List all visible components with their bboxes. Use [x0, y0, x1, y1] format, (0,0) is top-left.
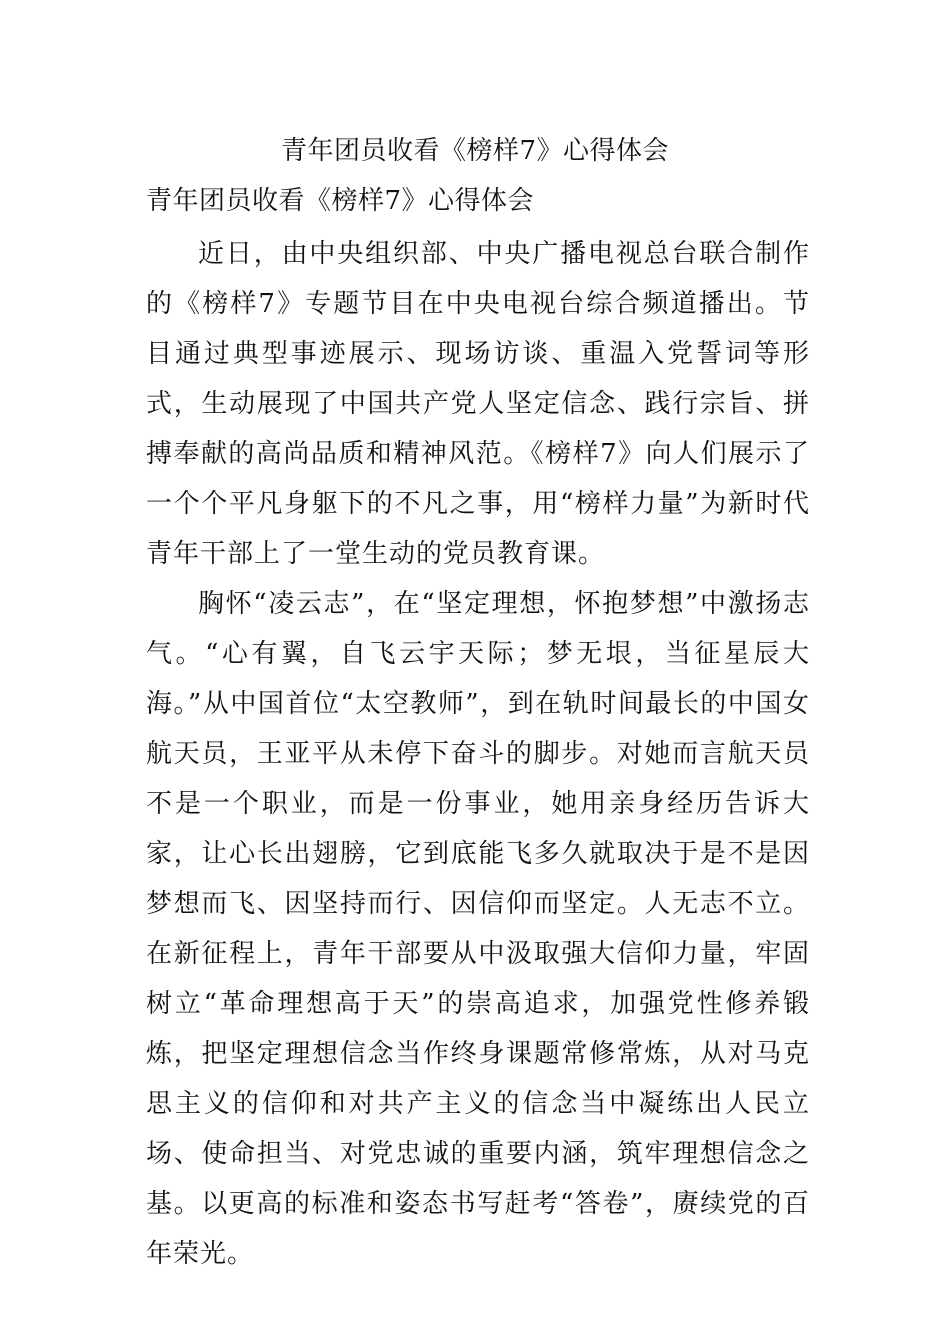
document-subtitle: 青年团员收看《榜样7》心得体会: [146, 186, 535, 216]
paragraph-1: 近日，由中央组织部、中央广播电视总台联合制作的《榜样7》专题节目在中央电视台综合频道播出。节目通过典型事迹展示、现场访谈、重温入党誓词等形式，生动展现了中国共产党人坚定信念、践行宗旨、拼搏奉献的高尚品质和精神风范。《榜样7》向人们展示了一个个平凡身躯下的不凡之事，用“榜样力量”为新时代青年干部上了一堂生动的党员教育课。: [146, 239, 810, 569]
document-title: 青年团员收看《榜样7》心得体会: [280, 136, 670, 166]
paragraph-2: 胸怀“凌云志”，在“坚定理想，怀抱梦想”中激扬志气。“心有翼，自飞云宇天际；梦无垠，当征星辰大海。”从中国首位“太空教师”，到在轨时间最长的中国女航天员，王亚平从未停下奋斗的脚步。对她而言航天员不是一个职业，而是一份事业，她用亲身经历告诉大家，让心长出翅膀，它到底能飞多久就取决于是不是因梦想而飞、因坚持而行、因信仰而坚定。人无志不立。在新征程上，青年干部要从中汲取强大信仰力量，牢固树立“革命理想高于天”的崇高追求，加强党性修养锻炼，把坚定理想信念当作终身课题常修常炼，从对马克思主义的信仰和对共产主义的信念当中凝练出人民立场、使命担当、对党忠诚的重要内涵，筑牢理想信念之基。以更高的标准和姿态书写赶考“答卷”，赓续党的百年荣光。: [146, 589, 810, 1269]
document-body: [146, 229, 810, 1279]
